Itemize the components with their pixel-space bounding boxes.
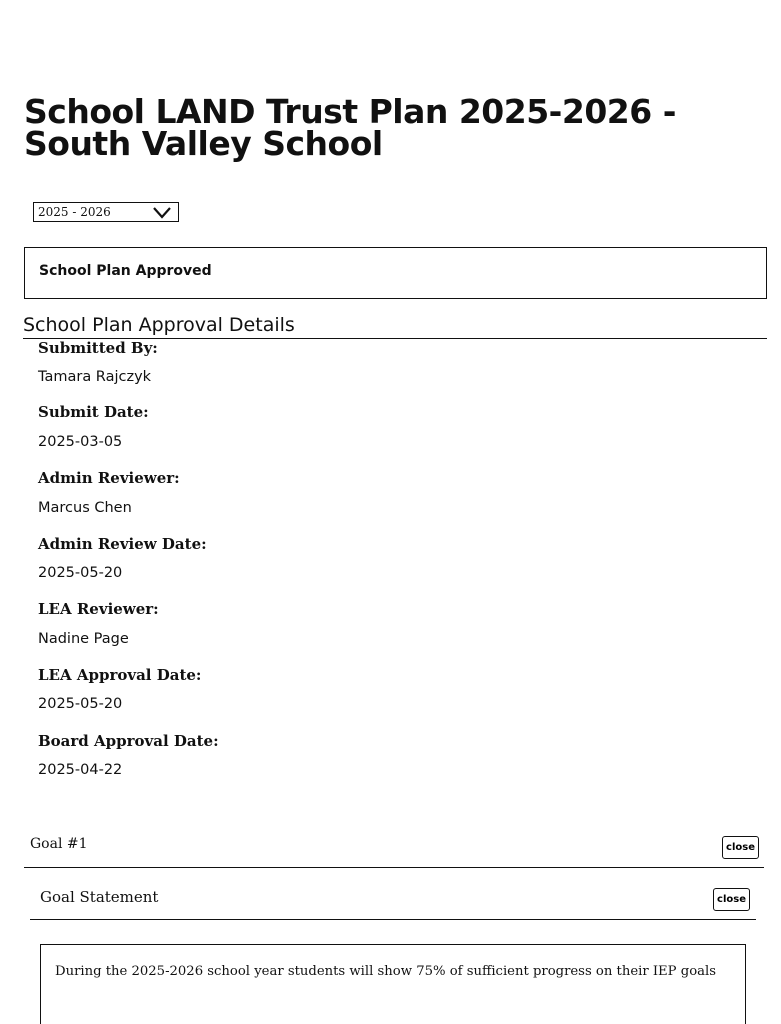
goal-close-button[interactable]: close [722, 836, 759, 859]
admin-review-date-value: 2025-05-20 [38, 565, 123, 581]
goal-statement-header [30, 878, 756, 920]
board-approval-date-value: 2025-04-22 [38, 762, 123, 778]
lea-approval-date-label: LEA Approval Date: [38, 666, 202, 684]
submitted-by-label: Submitted By: [38, 339, 158, 357]
submit-date-label: Submit Date: [38, 403, 149, 421]
submit-date-value: 2025-03-05 [38, 434, 123, 450]
goal-statement-title: Goal Statement [40, 888, 159, 906]
chevron-down-icon [152, 206, 172, 219]
goal-statement-text: During the 2025-2026 school year students will show 75% of sufficient progress on their IEP goals [55, 964, 716, 979]
lea-reviewer-label: LEA Reviewer: [38, 600, 159, 618]
goal-title: Goal #1 [30, 836, 88, 852]
goal-header [24, 828, 764, 868]
admin-reviewer-label: Admin Reviewer: [38, 469, 180, 487]
approval-details-heading: School Plan Approval Details [23, 312, 767, 339]
lea-reviewer-value: Nadine Page [38, 631, 129, 647]
status-banner [24, 247, 767, 299]
submitted-by-value: Tamara Rajczyk [38, 369, 152, 385]
year-select[interactable] [33, 202, 179, 222]
board-approval-date-label: Board Approval Date: [38, 732, 219, 750]
page-title: School LAND Trust Plan 2025-2026 - South Valley School [24, 92, 676, 163]
year-select-value: 2025 - 2026 [38, 205, 111, 219]
goal-statement-box [40, 944, 746, 1024]
admin-reviewer-value: Marcus Chen [38, 500, 132, 516]
status-text: School Plan Approved [39, 263, 212, 279]
admin-review-date-label: Admin Review Date: [38, 535, 207, 553]
goal-statement-close-button[interactable]: close [713, 888, 750, 911]
lea-approval-date-value: 2025-05-20 [38, 696, 123, 712]
